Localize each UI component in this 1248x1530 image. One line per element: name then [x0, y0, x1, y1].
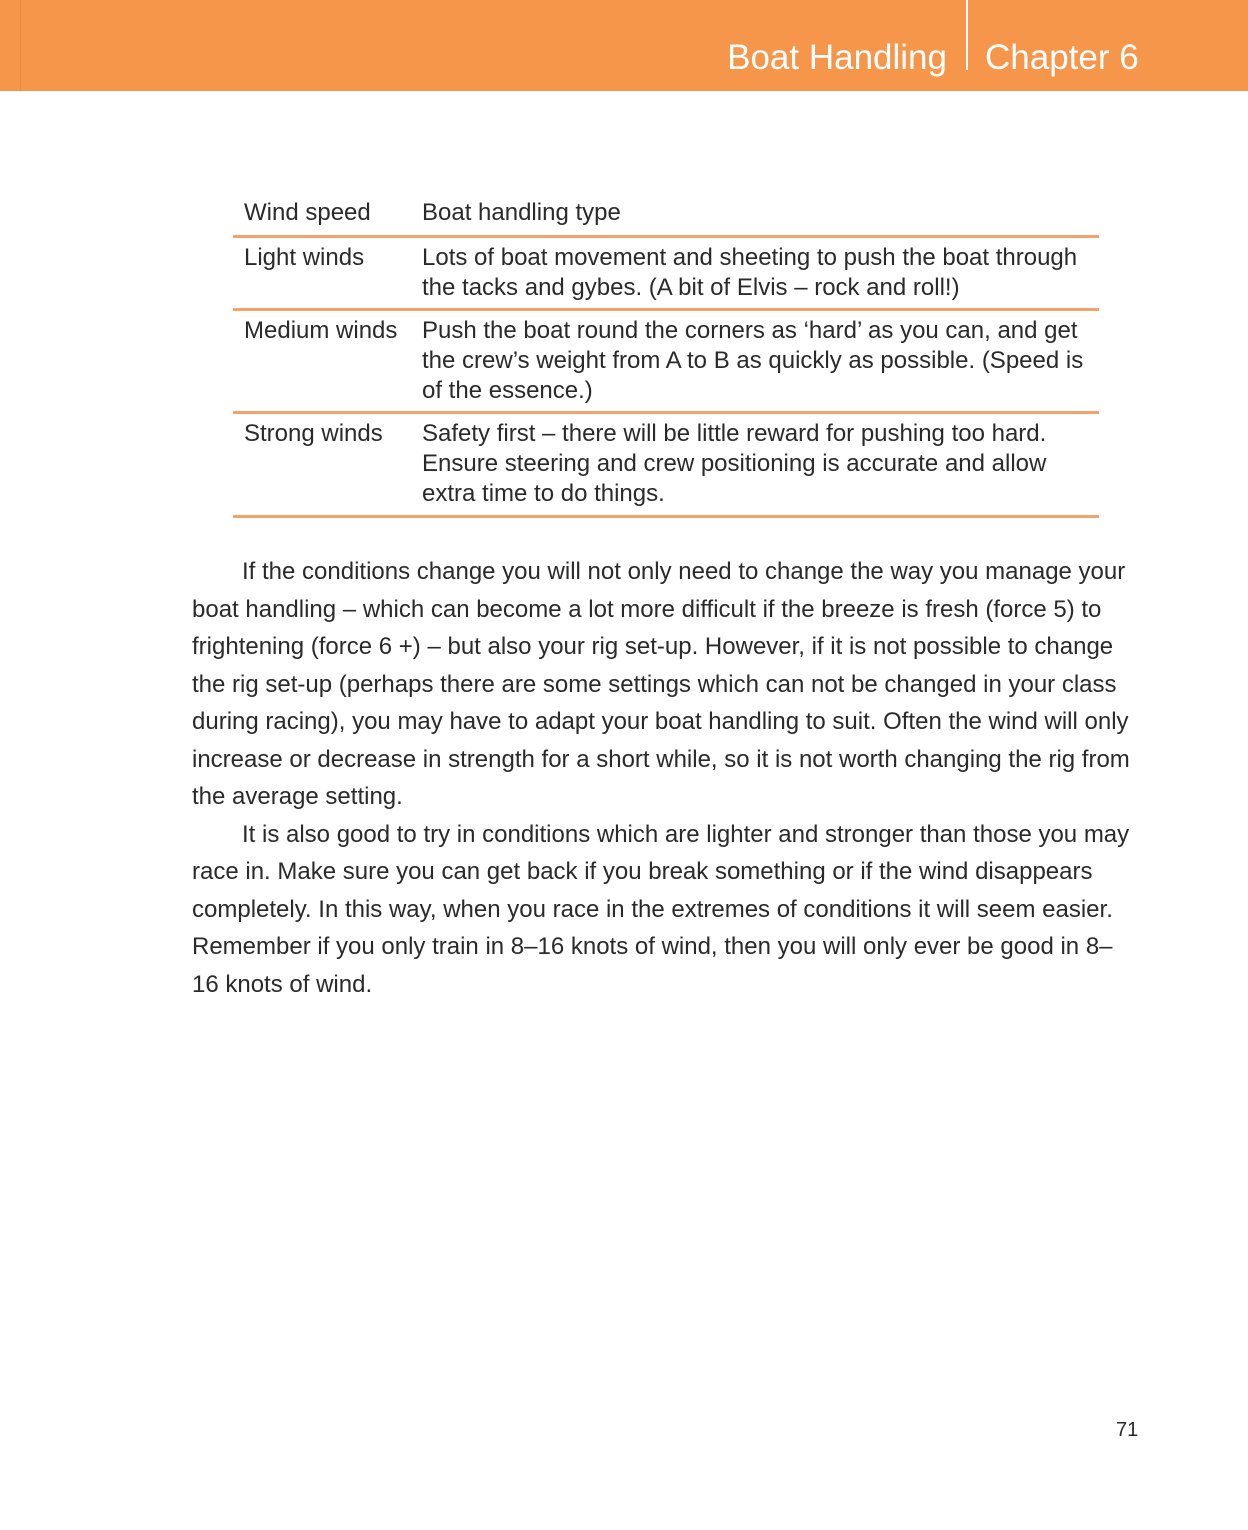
paragraph: If the conditions change you will not only need to change the way you manage your boat handling – which can become a lot more difficult if the breeze is fresh (force 5) to frightening (force 6 +) – but also your rig set-up. However, if it is not possible to change the rig set-up (perhaps there are some settings which can not be changed in your class during racing), you may have to adapt your boat handling to suit. Often the wind will only increase or decrease in strength for a short while, so it is not worth changing the rig from the average setting. [192, 558, 1130, 810]
header-wind-speed: Wind speed [244, 199, 371, 226]
chapter-header-bar [0, 0, 1248, 91]
header-boat-handling-type: Boat handling type [422, 199, 621, 226]
page-number: 71 [1116, 1419, 1139, 1441]
body-text [192, 553, 1132, 1003]
wind-handling-table [233, 194, 1099, 518]
header-edge-line [20, 0, 21, 91]
table-row [233, 414, 1099, 518]
wind-speed-cell: Strong winds [244, 420, 383, 447]
paragraph: It is also good to try in conditions which are lighter and stronger than those you may race in. Make sure you can get back if you break something or if the wind disappears completely. In this way, when you race in the extremes of conditions it will seem easier. Remember if you only train in 8–16 knots of wind, then you will only ever be good in 8–16 knots of wind. [192, 820, 1130, 998]
boat-handling-cell: Push the boat round the corners as ‘hard’ as you can, and get the crew’s weight from A to B as quickly as possible. (Speed is of the essence.) [422, 317, 1084, 404]
table-row [233, 311, 1099, 414]
table-row [233, 238, 1099, 311]
boat-handling-cell: Lots of boat movement and sheeting to push the boat through the tacks and gybes. (A bit of Elvis – rock and roll!) [422, 244, 1078, 301]
boat-handling-cell: Safety first – there will be little reward for pushing too hard. Ensure steering and crew positioning is accurate and allow extra time to do things. [422, 420, 1047, 507]
chapter-label: Chapter 6 [985, 38, 1139, 77]
wind-speed-cell: Medium winds [244, 317, 398, 344]
header-divider [966, 0, 968, 70]
section-title: Boat Handling [727, 38, 947, 77]
table-header-row [233, 194, 1099, 238]
wind-speed-cell: Light winds [244, 244, 365, 271]
